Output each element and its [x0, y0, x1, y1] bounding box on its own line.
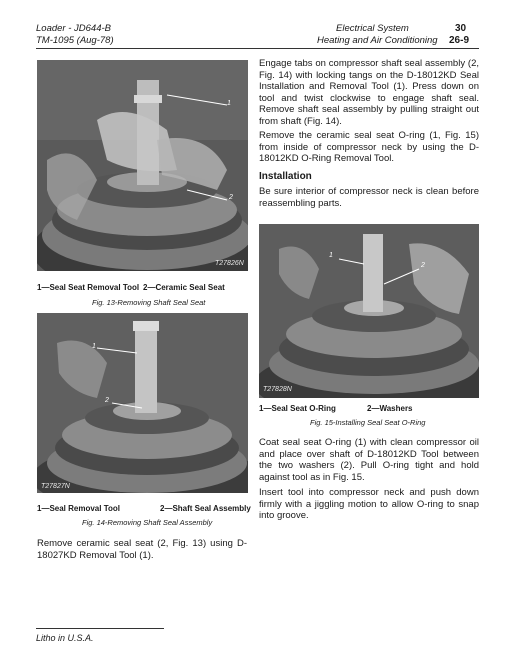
right-para-remove-o-ring: Remove the ceramic seal seat O-ring (1, Fig. 15) from inside of compressor neck by using the D-18012KD O-Ring Removal Tool. — [259, 130, 479, 165]
header-section-number: 30 — [455, 23, 467, 34]
fig14-label-1: 1—Seal Removal Tool — [37, 504, 120, 513]
right-para-engage-tabs: Engage tabs on compressor shaft seal assembly (2, Fig. 14) with locking tangs on the D-18012KD Seal Installation and Removal Tool (1). Press down on tool and twist clockwise to engage shaft seal. Remove shaft seal assembly by pulling straight out from shaft (Fig. 14). — [259, 58, 479, 127]
right-para-insert-tool: Insert tool into compressor neck and push down firmly with a jiggling motion to allow O-ring to snap into groove. — [259, 487, 479, 522]
fig15-photo — [259, 224, 479, 398]
fig15-caption: Fig. 15-Installing Seal Seat O-Ring — [310, 418, 426, 427]
footer-litho: Litho in U.S.A. — [36, 633, 94, 643]
fig13-callout-2: 2 — [229, 194, 233, 201]
fig14-callout-1: 1 — [92, 343, 96, 350]
fig14-label-2: 2—Shaft Seal Assembly — [160, 504, 251, 513]
fig15-label-1: 1—Seal Seat O-Ring — [259, 404, 336, 413]
header-section-title: Electrical System — [336, 23, 409, 34]
left-para-remove-seal-seat: Remove ceramic seal seat (2, Fig. 13) using D-18027KD Removal Tool (1). — [37, 538, 247, 561]
fig13-label-1: 1—Seal Seat Removal Tool — [37, 283, 140, 292]
footer-rule — [36, 628, 164, 629]
fig15-photo-code: T27828N — [263, 386, 292, 393]
fig14-photo-code: T27827N — [41, 483, 70, 490]
fig14-callout-2: 2 — [105, 397, 109, 404]
header-rule — [36, 48, 479, 49]
fig15-callout-1: 1 — [329, 252, 333, 259]
header-manual-title: Loader - JD644-B — [36, 23, 111, 34]
installation-heading: Installation — [259, 171, 312, 182]
header-page-number: 26-9 — [449, 35, 470, 46]
fig13-callout-1: 1 — [227, 100, 231, 107]
fig15-label-2: 2—Washers — [367, 404, 413, 413]
fig13-label-2: 2—Ceramic Seal Seat — [143, 283, 225, 292]
header-tm-number: TM-1095 (Aug-78) — [36, 35, 114, 46]
right-para-clean-neck: Be sure interior of compressor neck is clean before reassembling parts. — [259, 186, 479, 209]
fig14-photo — [37, 313, 248, 493]
fig15-callout-2: 2 — [421, 262, 425, 269]
header-subsection-title: Heating and Air Conditioning — [317, 35, 438, 46]
fig13-caption: Fig. 13-Removing Shaft Seal Seat — [92, 298, 206, 307]
fig14-caption: Fig. 14-Removing Shaft Seal Assembly — [82, 518, 213, 527]
right-para-coat-o-ring: Coat seal seat O-ring (1) with clean compressor oil and place over shaft of D-18012KD Tool between the two washers (2). Pull O-ring tight and hold against tool as in Fig. 15. — [259, 437, 479, 483]
fig13-photo-code: T27826N — [215, 260, 244, 267]
fig13-photo — [37, 60, 248, 271]
